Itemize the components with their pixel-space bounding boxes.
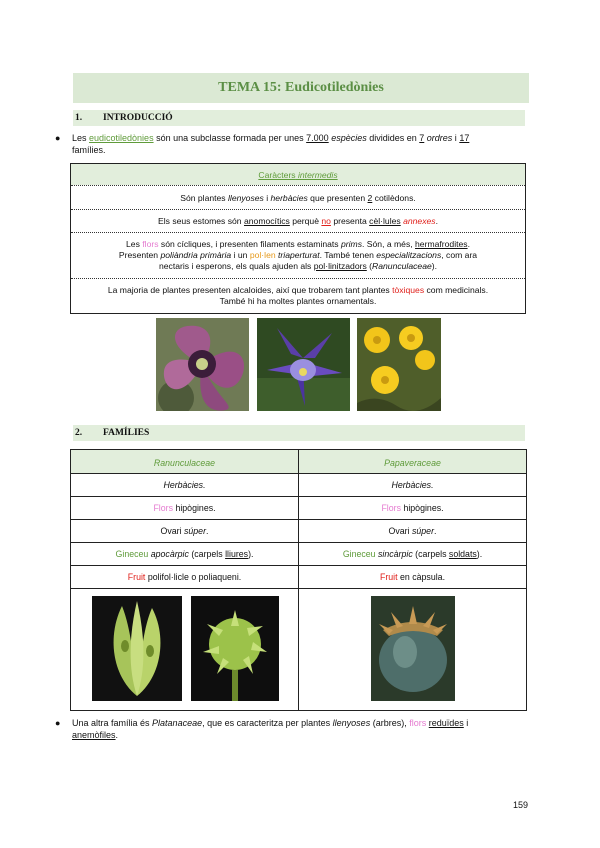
text: Ovari [388,526,412,536]
text: Les [126,239,143,249]
text: flors [142,239,159,249]
text: polifol·licle o poliaqueni. [145,572,242,582]
text: i [463,718,469,728]
text: hipògines. [401,503,444,513]
text: , que es caracteritza per plantes [202,718,333,728]
text: Fruit [127,572,146,582]
poppy-flower-image [156,318,249,411]
text: Ranunculaceae [153,458,216,468]
number: 2 [367,193,373,203]
divider [71,232,525,233]
box-header [71,170,525,181]
term-link: eudicotiledònies [89,133,154,143]
section-header-families [73,425,525,441]
families-table [70,449,527,711]
table-cell [299,571,526,583]
box-row-1 [71,193,525,204]
section-number: 1. [75,113,83,123]
text: Els seus estomes són [158,216,244,226]
text: Gineceu [342,549,376,559]
row-divider [71,496,526,497]
text: súper [184,526,207,536]
text: famílies. [72,145,106,155]
text: pol·linitzadors [313,261,367,271]
text: (carpels [188,549,226,559]
row-divider [71,519,526,520]
text: herbàcies [270,193,308,203]
column-header [299,457,526,469]
text: Fruit [379,572,398,582]
intro-paragraph [55,132,527,156]
text: que presenten [307,193,368,203]
follicle-fruit-image [92,596,182,701]
row-divider [71,588,526,589]
text: Presenten [118,250,161,260]
text: La majoria de plantes presenten alcaloides, així que trobarem tant plantes [107,285,393,295]
text: especialitzacions [376,250,442,260]
text: flors [409,718,427,728]
text: (arbres), [370,718,410,728]
text: apocàrpic [148,549,189,559]
text: sincàrpic [375,549,413,559]
columbine-flower-image [257,318,350,411]
table-cell [71,571,298,583]
text: (carpels [412,549,449,559]
text: dividides en [366,133,420,143]
text: cotilèdons. [372,193,416,203]
number: 17 [459,133,470,143]
box-row-4 [71,285,525,307]
achene-fruit-image [191,596,279,701]
text: Gineceu [115,549,149,559]
table-cell [71,525,298,537]
text: són una subclasse formada per unes [153,133,307,143]
box-row-2 [71,216,525,227]
text: . Són, a més, [362,239,416,249]
buttercup-flower-image [357,318,441,411]
text: perquè [289,216,322,226]
text: . [435,216,438,226]
row-divider [71,542,526,543]
box-row-3 [71,239,525,272]
text: . També tenen [319,250,377,260]
text: tòxiques [392,285,425,295]
text: Una altra família és [72,718,153,728]
table-cell [299,479,526,491]
table-cell [299,548,526,560]
text: Ovari [160,526,184,536]
text: poliàndria primària [160,250,232,260]
text: lliures [225,549,249,559]
text: annexes [400,216,436,226]
number: 7 [419,133,425,143]
text: intermedis [295,170,338,180]
text: hermafrodites [415,239,468,249]
text: en càpsula. [397,572,446,582]
text: com medicinals. [424,285,489,295]
text: són cícliques, i presenten filaments estaminats [158,239,341,249]
text: no [321,216,331,226]
text: Herbàcies. [163,480,206,490]
text: . [467,239,470,249]
text: Papaveraceae [384,458,441,468]
text: ordres [424,133,453,143]
table-cell [299,502,526,514]
text: llenyoses [228,193,264,203]
text: . [115,730,119,740]
text: anomocítics [243,216,290,226]
text: llenyoses [332,718,371,728]
table-cell [71,548,298,560]
text: ). [431,261,438,271]
page-title-bar [73,73,529,103]
divider [71,278,525,279]
number: 7.000 [306,133,329,143]
table-cell [299,525,526,537]
table-cell [71,502,298,514]
text: Flors [381,503,401,513]
text: nectaris i esperons, els quals ajuden als [158,261,314,271]
text: , com ara [441,250,478,260]
text: Les [72,133,90,143]
characters-box [70,163,526,314]
bullet-icon: ● [55,718,61,728]
text: espècies [328,133,367,143]
text: ). [476,549,483,559]
text: També hi ha moltes plantes ornamentals. [219,296,377,306]
section-number: 2. [75,428,83,438]
text: triaperturat [278,250,320,260]
section-header-intro [73,110,525,126]
section-label: INTRODUCCIÓ [103,113,173,123]
text: hipògines. [173,503,216,513]
text: Són plantes [180,193,228,203]
text: Flors [153,503,173,513]
divider [71,185,525,186]
page-title: TEMA 15: Eudicotiledònies [218,80,384,95]
text: ). [248,549,254,559]
text: Platanaceae [152,718,203,728]
text: . [434,526,437,536]
text: reduïdes [428,718,464,728]
divider [71,209,525,210]
capsule-fruit-image [371,596,455,701]
section-label: FAMÍLIES [103,428,150,438]
text: ( [366,261,373,271]
row-divider [71,565,526,566]
platanaceae-paragraph [55,717,527,741]
text: prims [340,239,362,249]
text: i [452,133,460,143]
text: Caràcters [258,170,296,180]
text: i un [231,250,250,260]
row-divider [71,473,526,474]
text: cèl·lules [369,216,401,226]
text: Ranunculaceae [372,261,432,271]
text: soldats [448,549,477,559]
text: súper [412,526,435,536]
page-number: 159 [512,800,528,810]
column-header [71,457,298,469]
text: Herbàcies. [391,480,434,490]
text: pol·len [249,250,276,260]
text: presenta [330,216,370,226]
text: i [263,193,271,203]
bullet-icon: ● [55,133,61,143]
text: anemòfiles [72,730,116,740]
text: . [206,526,209,536]
table-cell [71,479,298,491]
